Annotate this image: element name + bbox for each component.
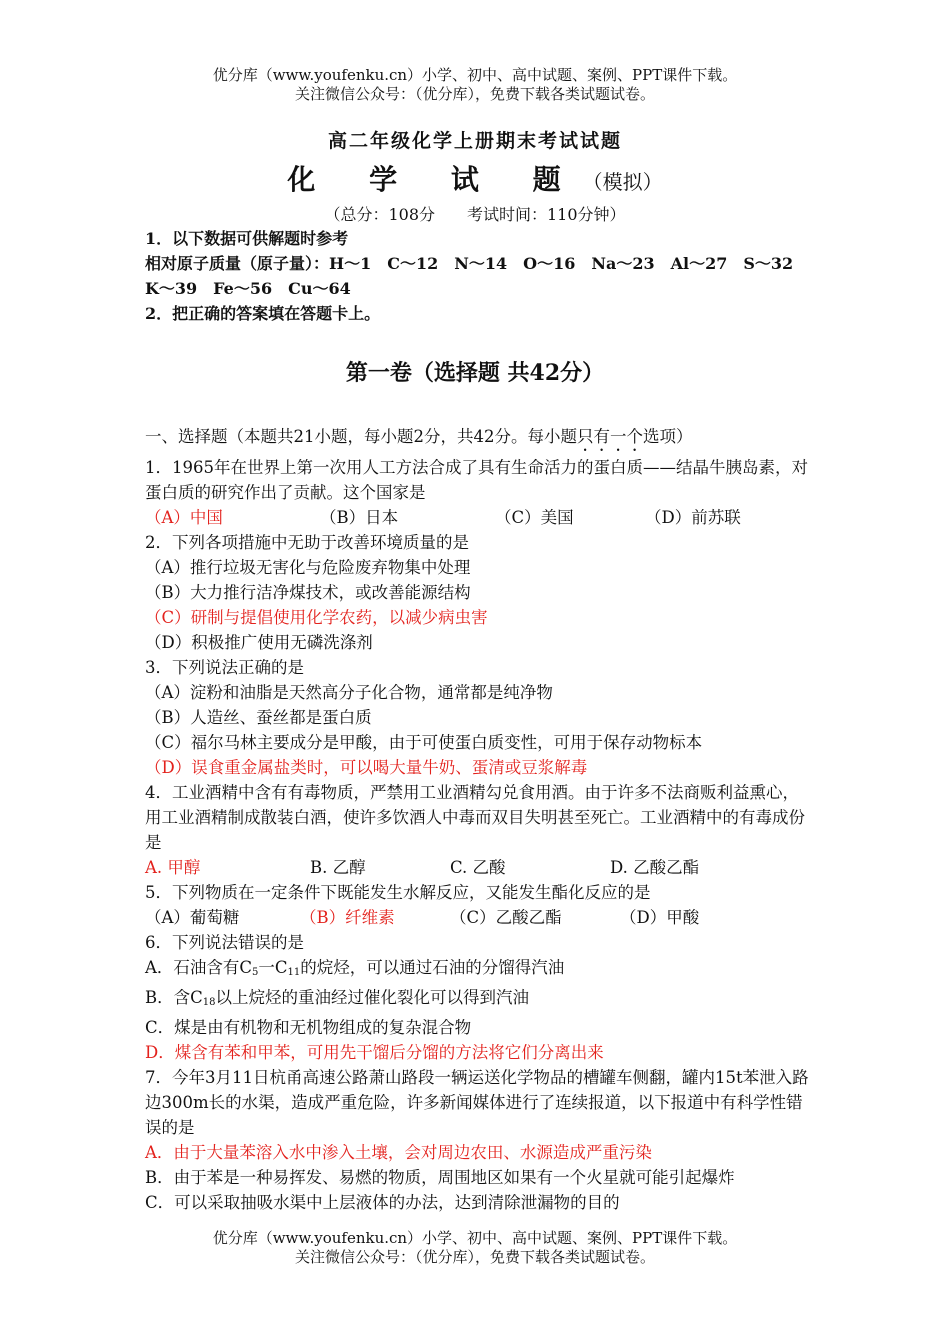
question-7-stem: 7．今年3月11日杭甬高速公路萧山路段一辆运送化学物品的槽罐车侧翻，罐内15t苯泄入路边300m长的水渠，造成严重危险，许多新闻媒体进行了连续报道，以下报道中有科学性错误的是 bbox=[145, 1068, 809, 1137]
option-d: D. 乙酸乙酯 bbox=[610, 858, 700, 877]
option-b: B. 乙醇 bbox=[310, 858, 366, 877]
option-a: A. 甲醇 bbox=[145, 858, 201, 877]
exam-notes bbox=[145, 226, 810, 326]
option-c: （C）研制与提倡使用化学农药，以减少病虫害 bbox=[145, 608, 488, 627]
option-d: （D）前苏联 bbox=[645, 508, 741, 527]
option-a: A．由于大量苯溶入水中渗入土壤，会对周边农田、水源造成严重污染 bbox=[145, 1143, 652, 1162]
option-a: （A）淀粉和油脂是天然高分子化合物，通常都是纯净物 bbox=[145, 683, 553, 702]
option-d: （D）甲酸 bbox=[620, 908, 700, 927]
option-b: （B）纤维素 bbox=[300, 908, 395, 927]
question-2-stem: 2．下列各项措施中无助于改善环境质量的是 bbox=[145, 533, 469, 552]
emphasis-text: 只有一个 bbox=[577, 427, 643, 446]
option-c: C. 乙酸 bbox=[450, 858, 506, 877]
option-c: C．煤是由有机物和无机物组成的复杂混合物 bbox=[145, 1018, 472, 1037]
option-b: B．由于苯是一种易挥发、易燃的物质，周围地区如果有一个火星就可能引起爆炸 bbox=[145, 1168, 735, 1187]
note-2: 2．把正确的答案填在答题卡上。 bbox=[145, 304, 381, 323]
section-intro: 一、选择题（本题共21小题，每小题2分，共42分。每小题只有一个选项） bbox=[145, 427, 693, 446]
option-b: B．含$C_{18}$以上烷烃的重油经过催化裂化可以得到汽油 bbox=[145, 988, 529, 1008]
option-d: （D）积极推广使用无磷洗涤剂 bbox=[145, 633, 373, 652]
option-a: （A）推行垃圾无害化与危险废弃物集中处理 bbox=[145, 558, 471, 577]
header-line-1: 优分库（www.youfenku.cn）小学、初中、高中试题、案例、PPT课件下载。 bbox=[212, 66, 738, 84]
question-5-options bbox=[145, 905, 810, 930]
question-1-options bbox=[145, 505, 810, 530]
question-list bbox=[145, 424, 810, 1215]
header-line-2: 关注微信公众号：（优分库），免费下载各类试题试卷。 bbox=[294, 85, 655, 103]
option-c: （C）美国 bbox=[495, 508, 574, 527]
option-c: （C）乙酸乙酯 bbox=[450, 908, 562, 927]
question-5-stem: 5．下列物质在一定条件下既能发生水解反应，又能发生酯化反应的是 bbox=[145, 883, 651, 902]
exam-title bbox=[0, 158, 950, 198]
note-1: 1．以下数据可供解题时参考 bbox=[145, 229, 349, 248]
footer-line-2: 关注微信公众号：（优分库），免费下载各类试题试卷。 bbox=[294, 1248, 655, 1266]
page-footer bbox=[0, 1229, 950, 1267]
exam-title-main: 化 学 试 题 bbox=[287, 163, 583, 196]
option-d: （D）误食重金属盐类时，可以喝大量牛奶、蛋清或豆浆解毒 bbox=[145, 758, 588, 777]
option-b: （B）人造丝、蚕丝都是蛋白质 bbox=[145, 708, 372, 727]
question-6-stem: 6．下列说法错误的是 bbox=[145, 933, 304, 952]
option-b: （B）大力推行洁净煤技术，或改善能源结构 bbox=[145, 583, 471, 602]
option-a: A．石油含有$C_5$一$C_{11}$的烷烃，可以通过石油的分馏得汽油 bbox=[145, 958, 565, 978]
option-b: （B）日本 bbox=[320, 508, 399, 527]
note-atomic-masses: 相对原子质量（原子量）：H～1 C～12 N～14 O～16 Na～23 Al～27 S～32 K～39 Fe～56 Cu～64 bbox=[145, 254, 810, 298]
exam-subtitle: 高二年级化学上册期末考试试题 bbox=[327, 130, 622, 152]
exam-title-suffix: （模拟） bbox=[582, 170, 663, 194]
exam-meta: （总分：108分 考试时间：110分钟） bbox=[324, 205, 626, 224]
option-a: （A）葡萄糖 bbox=[145, 908, 240, 927]
footer-line-1: 优分库（www.youfenku.cn）小学、初中、高中试题、案例、PPT课件下载。 bbox=[212, 1229, 738, 1247]
question-4-options bbox=[145, 855, 810, 880]
question-1-stem: 1．1965年在世界上第一次用人工方法合成了具有生命活力的蛋白质——结晶牛胰岛素，对蛋白质的研究作出了贡献。这个国家是 bbox=[145, 458, 808, 502]
option-c: （C）福尔马林主要成分是甲酸，由于可使蛋白质变性，可用于保存动物标本 bbox=[145, 733, 703, 752]
page-header bbox=[0, 66, 950, 104]
question-4-stem: 4．工业酒精中含有有毒物质，严禁用工业酒精勾兑食用酒。由于许多不法商贩利益熏心，用工业酒精制成散装白酒，使许多饮酒人中毒而双目失明甚至死亡。工业酒精中的有毒成份是 bbox=[145, 783, 805, 852]
option-c: C．可以采取抽吸水渠中上层液体的办法，达到清除泄漏物的目的 bbox=[145, 1193, 620, 1212]
option-d: D．煤含有苯和甲苯，可用先干馏后分馏的方法将它们分离出来 bbox=[145, 1043, 604, 1062]
option-a: （A）中国 bbox=[145, 508, 223, 527]
part-1-title: 第一卷（选择题 共42分） bbox=[345, 360, 605, 386]
question-3-stem: 3．下列说法正确的是 bbox=[145, 658, 304, 677]
